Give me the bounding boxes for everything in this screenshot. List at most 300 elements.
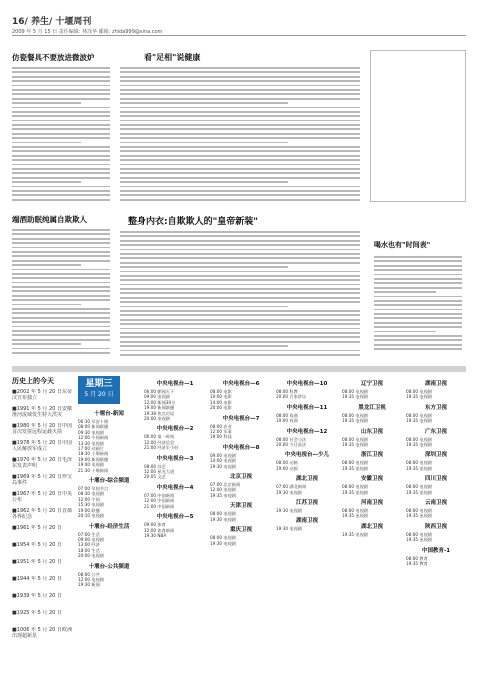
text-line [374,339,462,341]
channel-name: 深圳卫视 [424,452,447,459]
program-listing: 21:30 十堰新闻 [78,467,109,473]
program-listing: 08:00 电视剧 [342,508,368,514]
channel-name: 黑龙江卫视 [358,404,386,411]
program-listing: 09:00 电视剧 [144,394,170,400]
article-body [12,67,110,201]
text-line [120,85,360,87]
program-listing: 19:00 联播 [78,507,100,513]
program-listing: 19:30 电视剧 [276,526,302,532]
text-line [12,137,110,139]
date-label: 5 月 20 日 [84,391,114,398]
program-listing: 19:35 教育 [406,561,428,567]
program-listing: 07:00 生活 [78,531,100,537]
program-listing: 19:35 电视剧 [406,489,432,495]
channel-name: 湖北卫视 [295,476,318,483]
text-line [120,137,360,139]
program-listing: 14:00 电视剧 [210,458,236,464]
program-listing: 20:10 电视剧 [78,513,104,519]
text-line [374,309,462,311]
program-listing: 08:00 电影 [210,389,232,394]
text-line [374,287,462,289]
text-line [12,348,110,350]
tv-column-5 [342,376,402,666]
text-line [120,253,360,255]
text-line [120,288,360,290]
text-line [12,172,110,174]
text-line [12,93,110,95]
history-list [12,389,76,644]
text-line [120,235,360,237]
program-listing: 06:30 早安十堰 [78,419,109,424]
text-line [374,326,462,328]
text-line [12,71,110,73]
program-listing: 08:00 电视剧 [406,436,432,442]
text-line [12,155,110,157]
history-title: 历史上的今天 [12,377,54,385]
program-listing: 08:00 电视剧 [406,508,432,514]
program-listing: 19:35 电视剧 [406,418,432,424]
history-today [12,376,76,666]
history-item: ■1978 年 5 月 20 日中国人民解放军成立 [12,440,72,452]
program-listing: 09:00 电视剧 [210,452,236,458]
text-line [120,89,360,91]
text-line [12,181,81,183]
program-listing: 21:00 经济半小时 [144,445,179,451]
text-line [120,181,288,183]
program-listing: 08:00 戏曲 [276,412,298,418]
program-listing: 08:00 电视剧 [406,412,432,418]
program-listing: 08:00 电视剧 [342,460,368,466]
program-listing: 09:00 电视剧 [78,536,104,542]
article-title: 喝水也有"时间表" [374,241,431,249]
text-line [12,312,110,314]
program-listing: 07:00 湖北新闻 [276,484,307,490]
text-line [12,277,110,279]
text-line [120,150,360,152]
channel-name: 河南卫视 [360,500,383,507]
text-line [120,190,360,192]
text-line [12,128,110,130]
article-body [120,67,360,201]
text-line [374,256,462,258]
text-line [12,247,110,249]
text-line [12,186,110,188]
program-listing: 19:30 电视剧 [210,516,236,522]
program-listing: 19:30 电视剧 [210,540,236,546]
history-item: ■1939 年 5 月 20 日 [12,593,62,599]
tv-column-4 [276,376,338,666]
program-listing: 12:00 午间 [78,496,100,502]
text-line [12,177,110,179]
program-listing: 08:00 电视剧 [406,484,432,490]
program-listing: 08:00 新闻联播 [78,424,109,430]
channel-name: 浙江卫视 [360,452,383,459]
program-listing: 20:05 文艺 [144,474,166,480]
header-rule [12,35,466,36]
text-line [12,255,110,257]
text-line [120,249,360,251]
text-line [374,296,462,298]
text-line [120,76,360,78]
program-listing: 19:35 电视剧 [342,489,368,495]
text-line [120,314,360,316]
text-line [120,111,360,113]
text-line [374,282,462,284]
program-listing: 09:00 体育 [144,522,166,528]
channel-name: 中央电视台—5 [156,514,194,521]
channel-name: 十堰台-新闻 [94,411,124,417]
text-line [12,229,110,231]
history-item: ■2002 年 5 月 20 日东帝汶宣布独立 [12,389,72,401]
text-line [12,120,110,122]
text-line [12,343,81,345]
channel-name: 陕西卫视 [424,523,447,530]
program-listing: 19:35 电视剧 [342,394,368,400]
text-line [374,313,462,315]
text-line [374,260,462,262]
channel-name: 中央电视台—4 [156,484,194,491]
program-listing: 12:00 午间新闻 [78,435,109,441]
program-listing: 19:35 电视剧 [406,442,432,448]
text-line [120,172,360,174]
tv-column-3 [210,376,272,666]
history-item: ■1006 年 5 月 20 日欧洲出现超新星 [12,627,72,639]
text-line [12,339,110,341]
program-listing: 21:00 中国新闻 [144,503,175,509]
text-line [120,345,288,347]
program-listing: 19:30 电视剧 [210,463,236,469]
program-listing: 19:35 电视剧 [342,531,368,537]
program-listing: 20:00 电视剧 [78,553,104,559]
article-center-mid [120,212,360,362]
program-listing: 09:30 电视剧 [78,429,104,435]
program-listing: 08:00 电视剧 [342,436,368,442]
text-line [120,71,360,73]
program-listing: 08:00 科教 [276,389,298,394]
history-item: ■1925 年 5 月 20 日 [12,610,62,616]
text-line [120,262,360,264]
text-line [12,111,110,113]
text-line [12,273,110,275]
channel-name: 北京卫视 [229,474,252,481]
text-line [120,336,360,338]
program-listing: 12:00 电视剧 [78,576,104,582]
text-line [12,102,81,104]
program-listing: 12:00 经济信息 [144,439,175,445]
history-item: ■1991 年 5 月 20 日安徽淮河流域发生特大洪灾 [12,406,72,418]
program-listing: 19:35 电视剧 [342,418,368,424]
page-meta: 2009 年 5 月 15 日 责任编辑: 林泽华 邮箱: zhida999@sina.com [12,29,163,35]
program-listing: 20:00 电影 [210,405,232,411]
program-listing: 19:35 电视剧 [406,513,432,519]
text-line [12,282,110,284]
program-listing: 08:00 电视剧 [406,389,432,394]
text-line [374,269,462,271]
channel-name: 中央电视台—1 [156,381,194,387]
text-line [120,297,360,299]
program-listing: 08:00 社会与法 [276,436,307,442]
text-line [120,328,360,330]
article-title: 仿瓷餐具不要放进微波炉 [12,53,95,62]
channel-name: 中国教育-1 [421,547,451,554]
text-line [120,301,360,303]
weekday-badge [78,376,120,404]
text-line [12,159,110,161]
text-line [374,348,462,350]
channel-name: 湖北卫视 [360,523,383,530]
program-listing: 10:00 电影 [210,394,232,400]
program-listing: 08:00 电视剧 [342,484,368,490]
channel-name: 中央电视台—11 [286,404,328,411]
program-listing: 19:00 新闻联播 [78,456,109,462]
text-line [120,199,360,201]
text-line [120,194,360,196]
text-line [120,319,360,321]
text-line [12,264,81,266]
section-separator [12,366,466,372]
history-item: ■1967 年 5 月 20 日中央公布 [12,491,72,503]
program-listing: 08:00 电视剧 [210,535,236,541]
article-title: 看"足相"说健康 [144,53,201,62]
page-header [12,14,466,46]
text-line [12,89,110,91]
channel-name: 云南卫视 [424,500,447,507]
text-line [12,317,110,319]
text-line [12,330,110,332]
program-listing: 08:00 电视剧 [210,511,236,517]
channel-name: 安徽卫视 [360,476,383,483]
text-line [120,341,360,343]
text-line [374,265,462,267]
history-item: ■1951 年 5 月 20 日 [12,559,62,565]
channel-name: 东方卫视 [424,404,447,411]
article-left-top [12,50,110,205]
program-listing: 19:30 新闻 [78,582,100,588]
text-line [12,107,110,109]
program-listing: 12:00 军事 [210,429,232,435]
text-line [120,186,360,188]
program-listing: 19:00 戏曲 [276,418,298,424]
text-line [12,168,110,170]
tv-column-6 [406,376,466,666]
text-line [120,257,360,259]
text-line [12,251,110,253]
text-line [374,291,436,293]
text-line [120,350,360,352]
text-line [374,331,436,333]
history-item: ■1970 年 5 月 20 日毛泽东发表声明 [12,457,72,469]
program-listing: 08:00 农业 [210,423,232,429]
text-line [374,274,462,276]
program-listing: 19:40 电视剧 [78,462,104,468]
text-line [12,164,110,166]
text-line [12,67,110,69]
text-line [374,300,462,302]
program-listing: 07:00 早间节目 [78,486,109,492]
text-line [120,271,360,273]
page-title: 16/ 养生/ 十堰周刊 [12,17,92,27]
text-line [12,115,110,117]
program-listing: 08:00 教育 [406,555,428,561]
channel-name: 中央电视台—7 [222,415,260,422]
program-listing: 08:30 电视剧 [78,491,104,497]
text-line [374,278,462,280]
text-line [120,284,360,286]
text-line [120,231,360,233]
text-line [120,128,360,130]
text-line [120,332,360,334]
text-line [12,76,110,78]
program-listing: 19:35 电视剧 [342,513,368,519]
program-listing: 19:35 电视剧 [406,465,432,471]
channel-name: 中央电视台—12 [286,428,328,435]
text-line [120,279,360,281]
history-item: ■1969 年 5 月 20 日珍宝岛事件 [12,474,72,486]
text-line [12,142,81,144]
history-item: ■1954 年 5 月 20 日 [12,542,62,548]
history-item: ■1944 年 5 月 20 日 [12,576,62,582]
article-body [12,229,110,354]
text-line [12,233,110,235]
program-listing: 19:35 电视剧 [406,537,432,543]
program-listing: 07:00 北京新闻 [210,482,241,488]
program-listing: 19:38 焦点访谈 [144,410,175,416]
text-line [12,269,110,271]
text-line [120,107,360,109]
program-listing: 08:00 公共 [78,571,100,577]
program-listing: 19:00 科技 [210,434,232,440]
channel-name: 中央电视台—6 [222,381,260,387]
channel-name: 中央电视台—8 [222,444,260,451]
text-line [12,80,110,82]
article-title: 整身内衣:自欺欺人的"皇帝新装" [128,217,258,227]
text-line [120,133,360,135]
text-line [12,85,110,87]
text-line [12,194,110,196]
program-listing: 12:00 体育新闻 [144,527,175,533]
channel-name: 重庆卫视 [229,527,252,534]
text-line [12,242,110,244]
text-line [120,354,360,356]
program-listing: 06:00 第一时间 [144,434,175,440]
text-line [12,304,81,306]
channel-name: 四川卫视 [424,476,447,483]
text-line [12,260,110,262]
text-line [12,326,110,328]
program-listing: 06:00 朝闻天下 [144,389,175,394]
program-listing: 19:35 电视剧 [342,442,368,448]
program-listing: 08:00 电视剧 [406,531,432,537]
text-line [12,98,110,100]
text-line [120,177,360,179]
article-body [120,231,360,356]
text-line [374,304,462,306]
channel-name: 山东卫视 [360,428,383,435]
program-listing: 08:00 综艺 [144,463,166,469]
channel-name: 中央电视台—2 [156,426,194,433]
channel-name: 中央电视台—10 [286,381,328,387]
text-line [374,322,462,324]
weekday-label: 星期三 [85,379,113,389]
program-listing: 13:30 电视剧 [78,440,104,446]
channel-name: 广东卫视 [424,428,447,435]
text-line [12,290,110,292]
program-listing: 17:00 动画片 [78,446,104,452]
program-listing: 15:30 电视剧 [78,502,104,508]
program-listing: 19:00 新闻联播 [144,405,175,411]
program-listing: 14:00 电影 [210,399,232,405]
program-listing: 13:00 经济 [78,542,100,548]
program-listing: 18:30 十堰新闻 [78,451,109,457]
program-listing: 19:30 NBA [144,532,167,538]
program-listing: 19:35 电视剧 [210,492,236,498]
text-line [120,240,360,242]
newspaper-page [12,14,466,666]
channel-name: 天津卫视 [229,503,252,510]
program-listing: 12:00 电视剧 [210,487,236,493]
text-line [374,335,462,337]
text-line [12,133,110,135]
text-line [12,295,110,297]
text-line [120,142,288,144]
channel-name: 十堰台-经济生活 [88,523,130,530]
text-line [120,164,360,166]
channel-name: 湖南卫视 [295,518,318,525]
channel-name: 十堰台-综合频道 [88,478,130,485]
history-item: ■1980 年 5 月 20 日中国首次发射远程运载火箭 [12,423,72,435]
text-line [12,308,110,310]
article-body [374,256,462,353]
channel-name: 中央电视台—少儿 [284,452,329,459]
channel-name: 十堰台-公共频道 [88,563,130,570]
channel-name: 湖南卫视 [424,381,447,387]
text-line [120,124,360,126]
text-line [12,190,110,192]
text-line [120,323,360,325]
text-line [12,146,110,148]
program-listing: 12:00 新闻30分 [144,399,176,405]
text-line [120,292,360,294]
program-listing: 20:00 电视剧 [144,416,170,422]
article-center-top [120,50,360,205]
tv-column-2 [144,376,206,666]
program-listing: 20:00 今日说法 [276,442,307,448]
text-line [120,146,360,148]
text-line [120,159,360,161]
text-line [120,115,360,117]
program-listing: 20:00 百家讲坛 [276,394,307,400]
article-title: 端酒助眠纯属自欺欺人 [12,215,87,224]
program-listing: 07:00 中国新闻 [144,492,175,498]
program-listing: 19:30 电视剧 [276,508,302,514]
channel-name: 辽宁卫视 [360,381,383,387]
history-item: ■1962 年 5 月 20 日首都各界纪念 [12,508,72,520]
program-listing: 19:30 电视剧 [276,489,302,495]
program-listing: 08:00 电视剧 [342,389,368,394]
article-right [370,50,466,362]
text-line [12,334,110,336]
text-line [12,321,110,323]
program-listing: 19:35 电视剧 [406,394,432,400]
program-listing: 08:00 电视剧 [406,460,432,466]
text-line [12,286,110,288]
text-line [120,102,288,104]
program-listing: 12:00 中国新闻 [144,498,175,504]
channel-name: 江苏卫视 [295,500,318,507]
text-line [12,299,110,301]
program-listing: 19:00 动画 [276,465,298,471]
text-line [374,317,462,319]
